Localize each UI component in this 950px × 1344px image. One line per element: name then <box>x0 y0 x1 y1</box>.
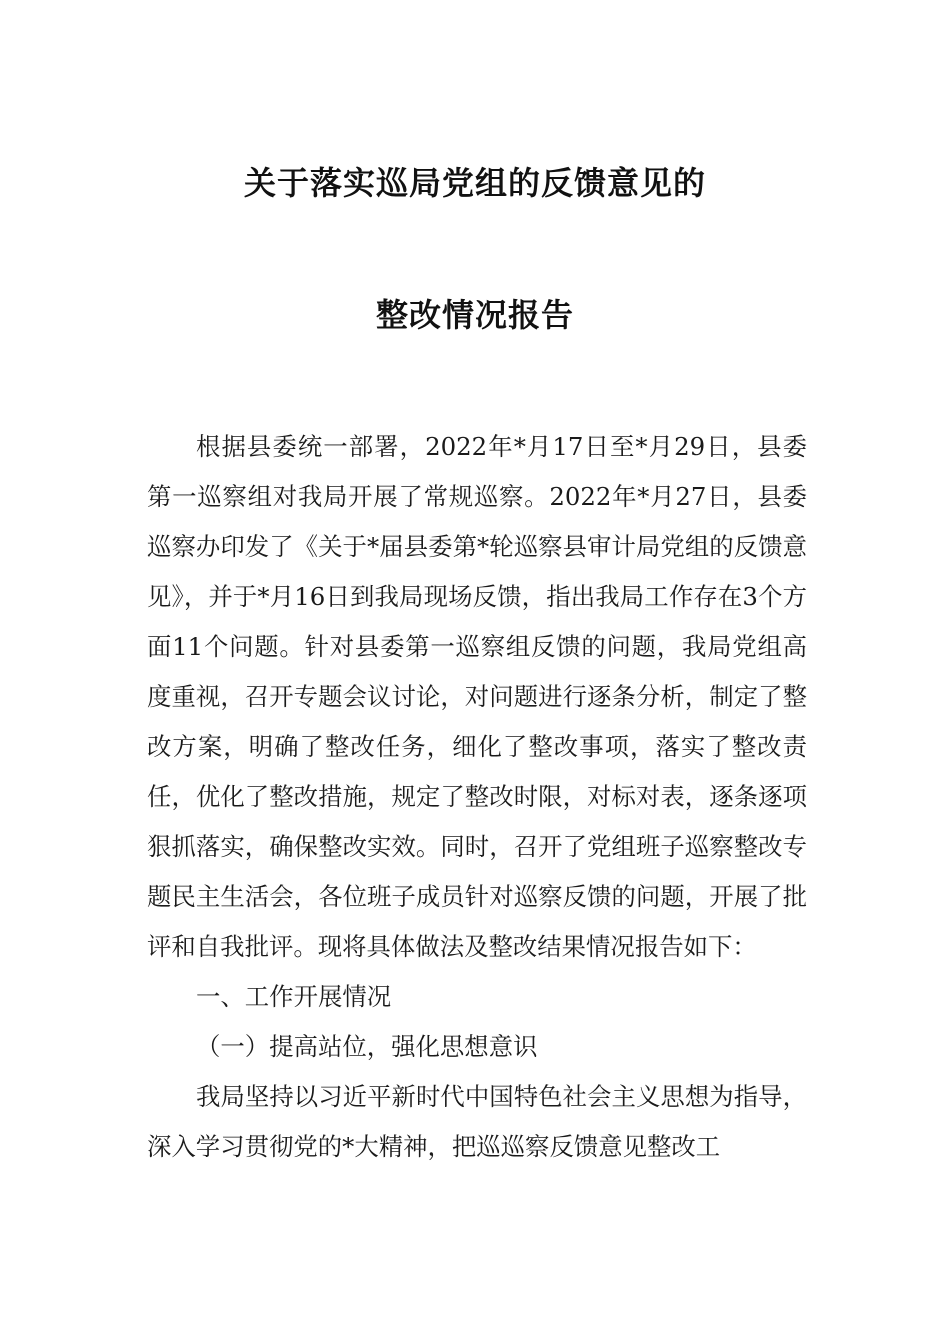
document-title-line-2: 整改情况报告 <box>375 296 574 334</box>
document-body <box>147 422 807 1172</box>
body-paragraph-1: 我局坚持以习近平新时代中国特色社会主义思想为指导，深入学习贯彻党的*大精神，把巡巡察反馈意见整改工 <box>147 1082 807 1161</box>
subsection-heading-1: （一）提高站位，强化思想意识 <box>196 1032 538 1061</box>
body-paragraph-intro: 根据县委统一部署，2022年*月17日至*月29日，县委第一巡察组对我局开展了常规巡察。2022年*月27日，县委巡察办印发了《关于*届县委第*轮巡察县审计局党组的反馈意见》，并于*月16日到我局现场反馈，指出我局工作存在3个方面11个问题。针对县委第一巡察组反馈的问题，我局党组高度重视，召开专题会议讨论，对问题进行逐条分析，制定了整改方案，明确了整改任务，细化了整改事项，落实了整改责任，优化了整改措施，规定了整改时限，对标对表，逐条逐项狠抓落实，确保整改实效。同时，召开了党组班子巡察整改专题民主生活会，各位班子成员针对巡察反馈的问题，开展了批评和自我批评。现将具体做法及整改结果情况报告如下： <box>147 432 807 961</box>
section-heading-1: 一、工作开展情况 <box>196 982 392 1011</box>
document-title-line-1: 关于落实巡局党组的反馈意见的 <box>243 164 706 202</box>
